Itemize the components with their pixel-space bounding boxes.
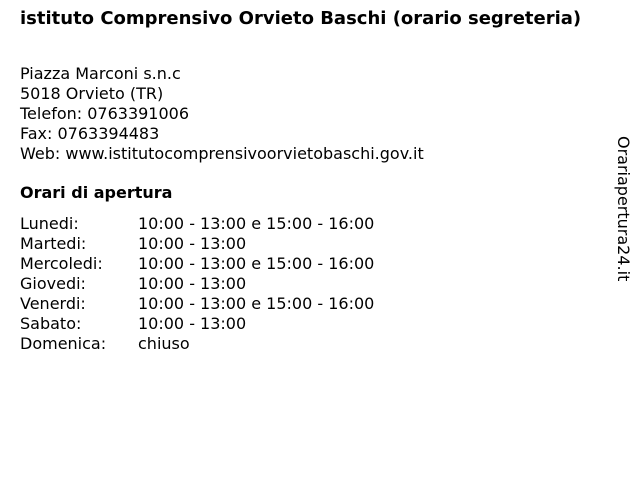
day-hours: chiuso [138,334,190,353]
day-hours: 10:00 - 13:00 [138,314,247,333]
day-label: Venerdi: [20,294,86,313]
address-city: 5018 Orvieto (TR) [20,84,164,103]
hours-row-thursday [20,274,374,294]
address-block [20,64,424,164]
day-label: Sabato: [20,314,82,333]
website: Web: www.istitutocomprensivoorvietobaschi.gov.it [20,144,424,163]
opening-hours-heading: Orari di apertura [20,183,173,202]
day-label: Lunedi: [20,214,79,233]
hours-row-saturday [20,314,374,334]
day-label: Domenica: [20,334,107,353]
day-hours: 10:00 - 13:00 [138,234,247,253]
day-hours: 10:00 - 13:00 e 15:00 - 16:00 [138,214,375,233]
hours-row-monday [20,214,374,234]
day-hours: 10:00 - 13:00 [138,274,247,293]
fax-number: Fax: 0763394483 [20,124,160,143]
page-title: istituto Comprensivo Orvieto Baschi (orario segreteria) [20,8,582,29]
phone-number: Telefon: 0763391006 [20,104,190,123]
hours-row-wednesday [20,254,374,274]
hours-row-friday [20,294,374,314]
day-label: Mercoledi: [20,254,103,273]
hours-row-sunday [20,334,374,354]
opening-hours-table [20,214,374,354]
day-hours: 10:00 - 13:00 e 15:00 - 16:00 [138,254,375,273]
day-label: Martedi: [20,234,87,253]
day-hours: 10:00 - 13:00 e 15:00 - 16:00 [138,294,375,313]
day-label: Giovedi: [20,274,86,293]
brand-watermark: Orariaperturа24.it [614,136,633,282]
address-street: Piazza Marconi s.n.c [20,64,181,83]
hours-row-tuesday [20,234,374,254]
